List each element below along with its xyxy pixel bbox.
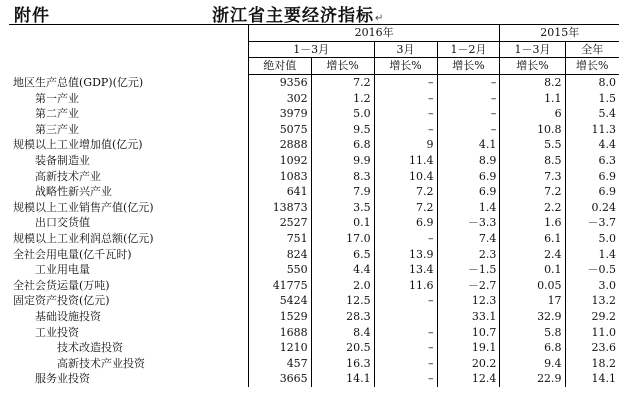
growth-cell: 23.6 (591, 341, 616, 355)
absolute-value-cell: 1092 (248, 153, 311, 169)
growth-cell: 4.1 (437, 137, 500, 153)
growth-cell: 18.2 (591, 356, 616, 370)
growth-cell: 8.5 (500, 153, 565, 169)
growth-cell: 14.1 (591, 372, 616, 386)
growth-cell: 13.9 (374, 246, 437, 262)
absolute-value-cell: 2527 (248, 215, 311, 231)
indicator-label: 规模以上工业销售产值(亿元) (9, 200, 248, 216)
indicator-label: 规模以上工业利润总额(亿元) (9, 231, 248, 247)
paragraph-mark-icon: ↵ (375, 13, 385, 24)
growth-cell: – (437, 106, 500, 122)
growth-cell: – (374, 106, 437, 122)
growth-cell: 12.5 (311, 293, 374, 309)
growth-cell: 0.1 (500, 262, 565, 278)
indicator-label: 全社会货运量(万吨) (9, 278, 248, 294)
growth-cell: 1.5 (598, 91, 616, 105)
growth-cell: – (437, 90, 500, 106)
table-row (9, 293, 619, 309)
growth-cell: 8.2 (500, 74, 565, 90)
growth-cell: – (374, 355, 437, 371)
col-growth-header: 增长% (374, 58, 437, 75)
growth-cell: 7.2 (500, 184, 565, 200)
growth-cell: 9.9 (311, 153, 374, 169)
indicator-label: 基础设施投资 (9, 309, 248, 325)
growth-cell: 7.2 (374, 200, 437, 216)
growth-cell: 6.9 (437, 168, 500, 184)
growth-cell: – (374, 371, 437, 387)
absolute-value-cell: 824 (248, 246, 311, 262)
growth-cell: 2.0 (311, 278, 374, 294)
absolute-value-cell: 5075 (248, 122, 311, 138)
growth-cell: – (374, 90, 437, 106)
growth-cell: 9 (374, 137, 437, 153)
table-row (9, 278, 619, 294)
absolute-value-cell: 5424 (248, 293, 311, 309)
growth-cell: 11.6 (374, 278, 437, 294)
indicator-label: 工业用电量 (9, 262, 248, 278)
table-row (9, 215, 619, 231)
period-mar-header: 3月 (374, 41, 437, 58)
year-header-row (9, 25, 619, 42)
growth-cell: 5.4 (598, 107, 616, 121)
indicator-label: 第二产业 (9, 106, 248, 122)
growth-cell: 12.3 (437, 293, 500, 309)
growth-cell: 8.0 (598, 76, 616, 90)
growth-cell: －3.3 (437, 215, 500, 231)
indicator-label: 地区生产总值(GDP)(亿元) (9, 74, 248, 90)
growth-cell: 6.3 (598, 154, 616, 168)
growth-cell: 6.1 (500, 231, 565, 247)
growth-cell: 1.4 (598, 247, 616, 261)
indicator-label: 规模以上工业增加值(亿元) (9, 137, 248, 153)
indicator-label: 固定资产投资(亿元) (9, 293, 248, 309)
growth-cell: 9.4 (500, 355, 565, 371)
table-row (9, 309, 619, 325)
growth-cell: 8.9 (437, 153, 500, 169)
growth-cell: 4.4 (598, 138, 616, 152)
growth-cell: 13.4 (374, 262, 437, 278)
growth-cell: 7.4 (437, 231, 500, 247)
growth-cell: – (374, 293, 437, 309)
growth-cell: 3.5 (311, 200, 374, 216)
table-row (9, 324, 619, 340)
absolute-value-cell: 3665 (248, 371, 311, 387)
absolute-value-cell: 1210 (248, 340, 311, 356)
growth-cell: 6 (500, 106, 565, 122)
growth-cell: 1.1 (500, 90, 565, 106)
growth-cell: – (374, 340, 437, 356)
growth-cell: 13.2 (591, 294, 616, 308)
table-row (9, 231, 619, 247)
growth-cell: 29.2 (591, 309, 616, 323)
indicator-label: 服务业投资 (9, 371, 248, 387)
growth-cell: 9.5 (311, 122, 374, 138)
absolute-value-cell: 457 (248, 355, 311, 371)
growth-cell: 1.6 (500, 215, 565, 231)
period-full-header: 全年 (565, 41, 619, 58)
title-text: 浙江省主要经济指标 (212, 6, 374, 26)
growth-cell: 0.24 (591, 200, 616, 214)
indicator-label: 高新技术产业 (9, 168, 248, 184)
indicator-label: 装备制造业 (9, 153, 248, 169)
growth-cell: 1.4 (437, 200, 500, 216)
col-abs-header: 绝对值 (248, 58, 311, 75)
document-header (0, 0, 613, 24)
table-row (9, 168, 619, 184)
growth-cell: 11.4 (374, 153, 437, 169)
table-row (9, 340, 619, 356)
growth-cell: – (374, 122, 437, 138)
growth-cell: 12.4 (437, 371, 500, 387)
indicator-label: 第一产业 (9, 90, 248, 106)
growth-cell: – (374, 231, 437, 247)
growth-cell: 22.9 (500, 371, 565, 387)
growth-cell: 6.9 (374, 215, 437, 231)
absolute-value-cell: 1688 (248, 324, 311, 340)
absolute-value-cell: 2888 (248, 137, 311, 153)
growth-cell: 5.0 (311, 106, 374, 122)
growth-cell: －1.5 (437, 262, 500, 278)
growth-cell: 5.5 (500, 137, 565, 153)
col-growth-header: 增长% (565, 58, 619, 75)
table-row (9, 371, 619, 387)
absolute-value-cell: 13873 (248, 200, 311, 216)
growth-cell: 7.3 (500, 168, 565, 184)
table-row (9, 200, 619, 216)
growth-cell: – (374, 74, 437, 90)
table-row (9, 74, 619, 90)
table-row (9, 246, 619, 262)
absolute-value-cell: 1083 (248, 168, 311, 184)
absolute-value-cell: 302 (248, 90, 311, 106)
absolute-value-cell: 3979 (248, 106, 311, 122)
growth-cell: 10.4 (374, 168, 437, 184)
absolute-value-cell: 641 (248, 184, 311, 200)
growth-cell: 2.3 (437, 246, 500, 262)
indicator-label: 全社会用电量(亿千瓦时) (9, 246, 248, 262)
col-growth-header: 增长% (437, 58, 500, 75)
growth-cell: 6.9 (598, 169, 616, 183)
indicator-label: 第三产业 (9, 122, 248, 138)
growth-cell: 19.1 (437, 340, 500, 356)
indicator-label: 出口交货值 (9, 215, 248, 231)
growth-cell: 5.8 (500, 324, 565, 340)
growth-cell: 28.3 (311, 309, 374, 325)
table-row (9, 137, 619, 153)
growth-cell: 6.5 (311, 246, 374, 262)
growth-cell: 11.0 (591, 325, 616, 339)
growth-cell: 5.0 (598, 232, 616, 246)
growth-cell: －2.7 (437, 278, 500, 294)
absolute-value-cell: 1529 (248, 309, 311, 325)
table-row (9, 262, 619, 278)
growth-cell: 3.0 (598, 278, 616, 292)
growth-cell: 8.4 (311, 324, 374, 340)
table-row (9, 184, 619, 200)
growth-cell: 10.7 (437, 324, 500, 340)
growth-cell: 0.05 (500, 278, 565, 294)
table-row (9, 122, 619, 138)
indicator-label: 战略性新兴产业 (9, 184, 248, 200)
growth-cell: 7.2 (311, 74, 374, 90)
growth-cell: 8.3 (311, 168, 374, 184)
growth-cell: 1.2 (311, 90, 374, 106)
growth-cell: 33.1 (437, 309, 500, 325)
growth-cell: 6.9 (598, 185, 616, 199)
table-body (9, 25, 619, 387)
growth-cell: 6.8 (311, 137, 374, 153)
absolute-value-cell: 751 (248, 231, 311, 247)
growth-cell: 32.9 (500, 309, 565, 325)
period-q1-header: 1－3月 (248, 41, 374, 58)
header-corner (9, 25, 248, 75)
absolute-value-cell: 9356 (248, 74, 311, 90)
growth-cell: 11.3 (591, 122, 616, 136)
table-row (9, 90, 619, 106)
year-2016-header: 2016年 (248, 25, 500, 42)
growth-cell: – (374, 324, 437, 340)
indicator-label: 高新技术产业投资 (9, 355, 248, 371)
growth-cell: 7.9 (311, 184, 374, 200)
indicator-label: 工业投资 (9, 324, 248, 340)
growth-cell: 4.4 (311, 262, 374, 278)
growth-cell: 2.4 (500, 246, 565, 262)
period-q1-2015-header: 1－3月 (500, 41, 565, 58)
growth-cell: 17.0 (311, 231, 374, 247)
growth-cell (374, 309, 437, 325)
growth-cell: 2.2 (500, 200, 565, 216)
growth-cell: 20.5 (311, 340, 374, 356)
growth-cell: 6.9 (437, 184, 500, 200)
growth-cell: 17 (500, 293, 565, 309)
growth-cell: 10.8 (500, 122, 565, 138)
year-2015-header: 2015年 (500, 25, 619, 42)
growth-cell: 14.1 (311, 371, 374, 387)
document-title (212, 1, 384, 26)
table-row (9, 106, 619, 122)
growth-cell: 6.8 (500, 340, 565, 356)
growth-cell: 7.2 (374, 184, 437, 200)
growth-cell: – (437, 74, 500, 90)
table-row (9, 153, 619, 169)
table-row (9, 355, 619, 371)
growth-cell: －3.7 (587, 216, 616, 230)
indicator-label: 技术改造投资 (9, 340, 248, 356)
economic-indicators-table (9, 24, 619, 387)
absolute-value-cell: 41775 (248, 278, 311, 294)
growth-cell: 20.2 (437, 355, 500, 371)
attachment-label: 附件 (14, 6, 50, 26)
growth-cell: 16.3 (311, 355, 374, 371)
growth-cell: – (437, 122, 500, 138)
col-growth-header: 增长% (311, 58, 374, 75)
absolute-value-cell: 550 (248, 262, 311, 278)
growth-cell: 0.1 (311, 215, 374, 231)
period-jf-header: 1－2月 (437, 41, 500, 58)
col-growth-header: 增长% (500, 58, 565, 75)
growth-cell: －0.5 (587, 263, 616, 277)
